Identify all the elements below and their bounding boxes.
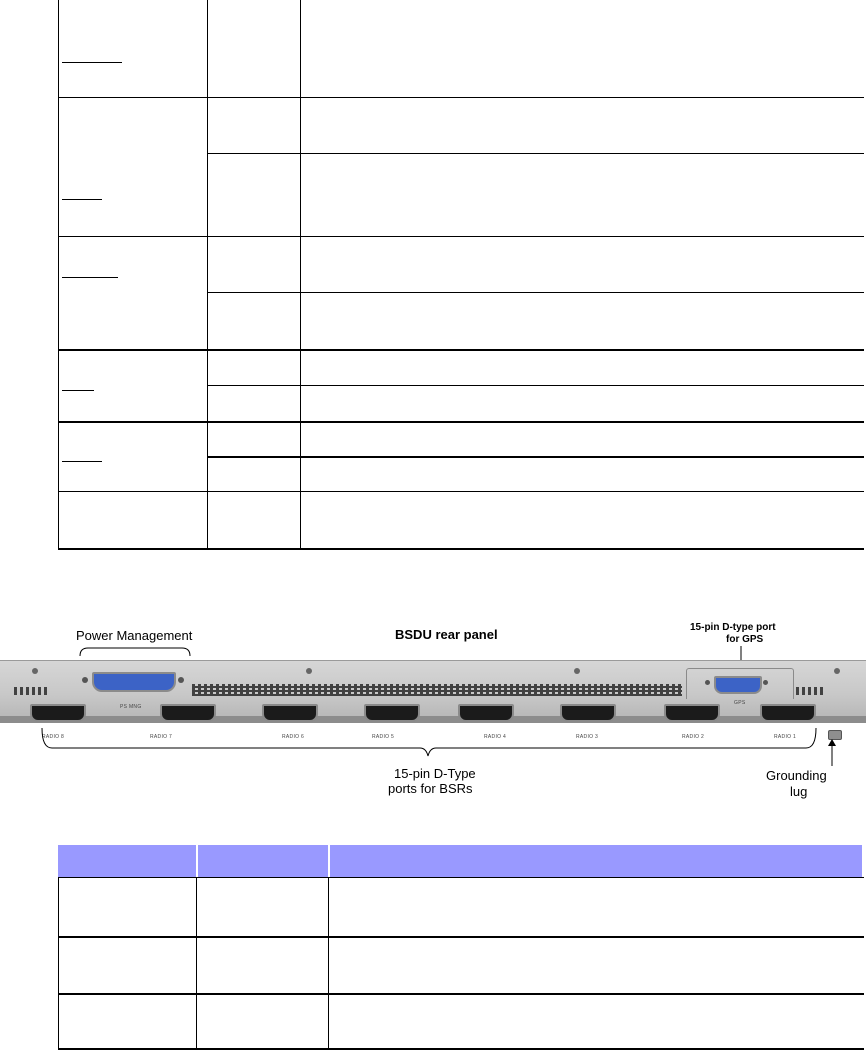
vent-right xyxy=(796,687,826,695)
screw-icon xyxy=(574,668,580,674)
vent-grille xyxy=(192,684,682,696)
bsr-ports-label-line2: ports for BSRs xyxy=(388,781,473,796)
grounding-label-line1: Grounding xyxy=(766,768,827,783)
upper-table-subrow-line xyxy=(207,385,864,386)
upper-table-left-border xyxy=(58,0,59,550)
upper-table-subrow-line xyxy=(207,292,864,293)
upper-table-row-line xyxy=(58,349,864,351)
underline-mark xyxy=(62,62,122,63)
underline-mark xyxy=(62,277,118,278)
screw-icon xyxy=(763,680,768,685)
grounding-label-line2: lug xyxy=(790,784,808,799)
screw-icon xyxy=(82,677,88,683)
screw-icon xyxy=(178,677,184,683)
power-management-bracket xyxy=(78,644,192,658)
gps-port-label-line1: 15-pin D-type port xyxy=(690,622,776,633)
bsr-ports-bracket xyxy=(40,726,820,758)
lower-table-left-border xyxy=(58,877,59,1050)
radio-port xyxy=(160,704,216,722)
radio-port xyxy=(30,704,86,722)
radio-port xyxy=(458,704,514,722)
lower-table-header-line xyxy=(58,877,864,878)
bsr-ports-label-line1: 15-pin D-Type xyxy=(394,766,476,781)
screw-icon xyxy=(705,680,710,685)
upper-table-col-divider-2 xyxy=(300,0,301,550)
screw-icon xyxy=(834,668,840,674)
radio-port-label: RADIO 4 xyxy=(484,734,507,740)
radio-port-label: RADIO 7 xyxy=(150,734,173,740)
upper-table-row-line xyxy=(58,236,864,237)
radio-port xyxy=(364,704,420,722)
lower-table-header-cell xyxy=(330,845,862,877)
upper-table-col-divider-1 xyxy=(207,0,208,550)
upper-table-subrow-line xyxy=(207,456,864,458)
underline-mark xyxy=(62,390,94,391)
radio-port-label: RADIO 3 xyxy=(576,734,599,740)
gps-silkscreen: GPS xyxy=(734,700,746,706)
radio-port-label: RADIO 1 xyxy=(774,734,797,740)
radio-port-label: RADIO 6 xyxy=(282,734,305,740)
radio-port xyxy=(560,704,616,722)
upper-table-subrow-line xyxy=(207,153,864,154)
upper-table-bottom-border xyxy=(58,548,864,550)
underline-mark xyxy=(62,461,102,462)
power-management-port xyxy=(92,672,176,692)
gps-port xyxy=(714,676,762,694)
radio-port-label: RADIO 5 xyxy=(372,734,395,740)
radio-port-label: RADIO 2 xyxy=(682,734,705,740)
radio-port xyxy=(262,704,318,722)
radio-port-label: RADIO 8 xyxy=(42,734,65,740)
screw-icon xyxy=(306,668,312,674)
radio-port xyxy=(664,704,720,722)
figure-title: BSDU rear panel xyxy=(395,627,498,642)
vent-left xyxy=(14,687,48,695)
lower-table-header-cell xyxy=(58,845,196,877)
screw-icon xyxy=(32,668,38,674)
lower-table-col-divider-1 xyxy=(196,877,197,1050)
power-management-label: Power Management xyxy=(76,628,193,643)
upper-table-row-line xyxy=(58,491,864,492)
lower-table-header-cell xyxy=(198,845,328,877)
lower-table-row-line xyxy=(58,936,864,938)
radio-port xyxy=(760,704,816,722)
grounding-arrow-icon xyxy=(826,738,838,768)
upper-table-row-line xyxy=(58,97,864,98)
gps-port-label-line2: for GPS xyxy=(726,634,764,645)
lower-table-col-divider-2 xyxy=(328,877,329,1050)
panel-lower-lip xyxy=(0,716,866,723)
lower-table-bottom-border xyxy=(58,1048,864,1050)
underline-mark xyxy=(62,199,102,200)
upper-table-row-line xyxy=(58,421,864,423)
lower-table-row-line xyxy=(58,993,864,995)
ps-mng-silkscreen: PS MNG xyxy=(120,704,142,710)
